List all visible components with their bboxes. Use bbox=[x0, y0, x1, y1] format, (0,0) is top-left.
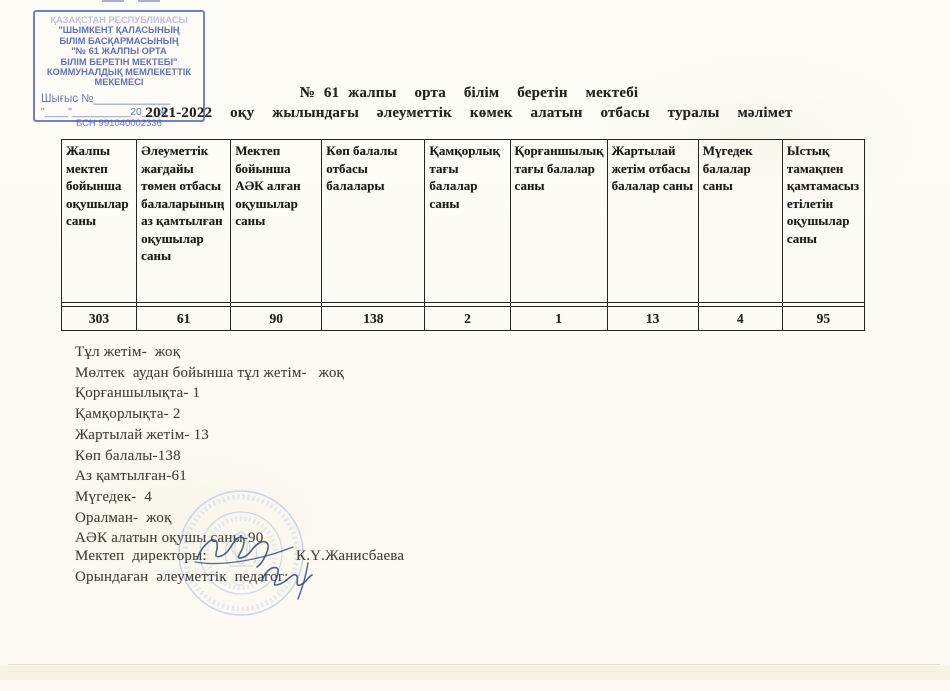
stamp-line: ҚАЗАҚСТАН РЕСПУБЛИКАСЫ bbox=[50, 15, 188, 25]
note-line: Аз қамтылған-61 bbox=[75, 468, 187, 485]
value-cell: 4 bbox=[698, 307, 782, 331]
stamp-line: МЕКЕМЕСІ bbox=[94, 77, 144, 88]
column-header: Жартылай жетім отбасы балалар саны bbox=[607, 140, 698, 303]
note-line: АӘК алатын оқушы саны-90 bbox=[75, 530, 264, 547]
note-line: Қорғаншылықта- 1 bbox=[75, 385, 201, 402]
column-header: Қамқорлықтағы балалар саны bbox=[425, 140, 510, 303]
note-line: Мүгедек- 4 bbox=[75, 488, 153, 505]
executor-label: Орындаған әлеуметтік педагог: bbox=[75, 569, 289, 585]
report-table bbox=[61, 139, 865, 331]
title-line-2: 2021-2022 оқу жылындағы әлеуметтік көмек алатын отбасы туралы мәлімет bbox=[145, 105, 793, 121]
stamp-line: КОММУНАЛДЫҚ МЕМЛЕКЕТТІК bbox=[46, 67, 192, 78]
document-title bbox=[0, 84, 944, 122]
note-line: Қамқорлықта- 2 bbox=[75, 406, 181, 423]
stamp-line: "№ 61 ЖАЛПЫ ОРТА bbox=[71, 46, 167, 57]
stamp-date-line: "____"__________20___ж bbox=[41, 105, 167, 118]
column-header: Мүгедек балалар саны bbox=[698, 140, 782, 303]
scan-edge-strip bbox=[0, 666, 950, 680]
column-header: Әлеуметтік жағдайы төмен отбасы балаларының аз қамтылған оқушылар саны bbox=[137, 140, 231, 303]
director-label: Мектеп директоры: bbox=[75, 548, 207, 564]
note-line: Жартылай жетім- 13 bbox=[75, 426, 209, 443]
value-cell: 2 bbox=[425, 307, 510, 331]
value-cell: 1 bbox=[510, 307, 607, 331]
title-line-1: № 61 жалпы орта білім беретін мектебі bbox=[299, 85, 639, 101]
value-cell: 95 bbox=[782, 307, 864, 331]
value-cell: 61 bbox=[137, 307, 231, 331]
director-name: К.Ү.Жанисбаева bbox=[296, 548, 405, 564]
column-header: Көп балалы отбасы балалары bbox=[322, 140, 425, 303]
note-line: Көп балалы-138 bbox=[75, 447, 181, 464]
table-header-row bbox=[62, 140, 865, 303]
stamp-line: БІЛІМ БАСҚАРМАСЫНЫҢ bbox=[59, 35, 179, 46]
executor-signature bbox=[258, 559, 324, 601]
column-header: Қорғаншылықтағы балалар саны bbox=[510, 140, 607, 303]
stamp-bsn-line: БСН 991040002336 bbox=[76, 117, 162, 129]
table-value-row bbox=[62, 307, 865, 331]
note-line: Мөлтек аудан бойынша тұл жетім- жоқ bbox=[75, 364, 345, 381]
column-header: Ыстық тамақпен қамтамасыз етілетін оқушылар саны bbox=[782, 140, 864, 303]
stamp-line: "ШЫМКЕНТ ҚАЛАСЫНЫҢ bbox=[58, 25, 180, 36]
note-line: Тұл жетім- жоқ bbox=[75, 344, 181, 360]
stamp-line: БІЛІМ БЕРЕТІН МЕКТЕБІ" bbox=[60, 56, 178, 67]
note-line: Оралман- жоқ bbox=[75, 509, 172, 526]
value-cell: 303 bbox=[62, 307, 137, 331]
column-header: Мектеп бойынша АӘК алған оқушылар саны bbox=[231, 140, 322, 303]
faint-stamp-remnant bbox=[102, 0, 172, 6]
value-cell: 90 bbox=[231, 307, 322, 331]
scan-edge-line bbox=[8, 664, 940, 665]
value-cell: 13 bbox=[607, 307, 698, 331]
stamp-outgoing-number-line: Шығыс №____________ bbox=[41, 92, 171, 105]
value-cell: 138 bbox=[322, 307, 425, 331]
column-header: Жалпы мектеп бойынша оқушылар саны bbox=[62, 140, 137, 303]
